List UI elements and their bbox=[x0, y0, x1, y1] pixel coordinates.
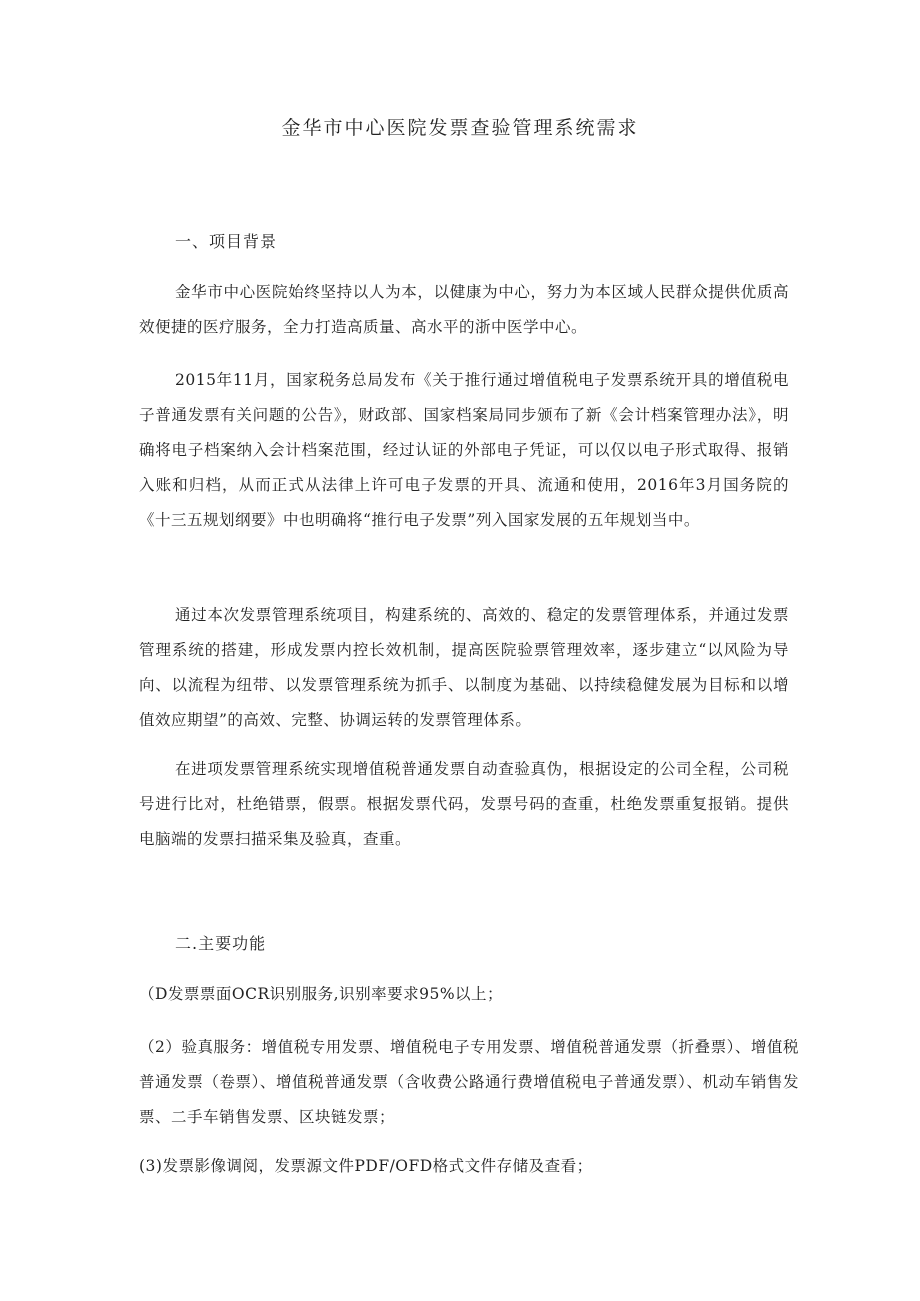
paragraph-invoice-verification: 在进项发票管理系统实现增值税普通发票自动查验真伪，根据设定的公司全程，公司税号进行比对，杜绝错票，假票。根据发票代码，发票号码的查重，杜绝发票重复报销。提供电脑端的发票扫描采集及验真，查重。 bbox=[139, 760, 789, 848]
paragraph-hospital-intro: 金华市中心医院始终坚持以人为本，以健康为中心，努力为本区域人民群众提供优质高效便捷的医疗服务，全力打造高质量、高水平的浙中医学中心。 bbox=[139, 283, 789, 336]
function-item-image-viewing: (3)发票影像调阅，发票源文件PDF/OFD格式文件存储及查看； bbox=[139, 1157, 593, 1175]
section-heading-background: 一、项目背景 bbox=[175, 232, 278, 251]
function-item-ocr: （D发票票面OCR识别服务,识别率要求95%以上； bbox=[139, 985, 504, 1003]
function-item-verification: （2）验真服务：增值税专用发票、增值税电子专用发票、增值税普通发票（折叠票）、增值税普通发票（卷票）、增值税普通发票（含收费公路通行费增值税电子普通发票）、机动车销售发票、二手车销售发票、区块链发票； bbox=[139, 1038, 799, 1126]
document-title: 金华市中心医院发票查验管理系统需求 bbox=[281, 117, 639, 139]
section-heading-main-functions: 二.主要功能 bbox=[175, 934, 267, 953]
paragraph-policy-background: 2015年11月，国家税务总局发布《关于推行通过增值税电子发票系统开具的增值税电子普通发票有关问题的公告》，财政部、国家档案局同步颁布了新《会计档案管理办法》，明确将电子档案纳入会计档案范围，经过认证的外部电子凭证，可以仅以电子形式取得、报销入账和归档，从而正式从法律上许可电子发票的开具、流通和使用，2016年3月国务院的《十三五规划纲要》中也明确将“推行电子发票”列入国家发展的五年规划当中。 bbox=[139, 371, 789, 529]
paragraph-project-goal: 通过本次发票管理系统项目，构建系统的、高效的、稳定的发票管理体系，并通过发票管理系统的搭建，形成发票内控长效机制，提高医院验票管理效率，逐步建立“以风险为导向、以流程为纽带、以发票管理系统为抓手、以制度为基础、以持续稳健发展为目标和以增值效应期望”的高效、完整、协调运转的发票管理体系。 bbox=[139, 606, 789, 729]
